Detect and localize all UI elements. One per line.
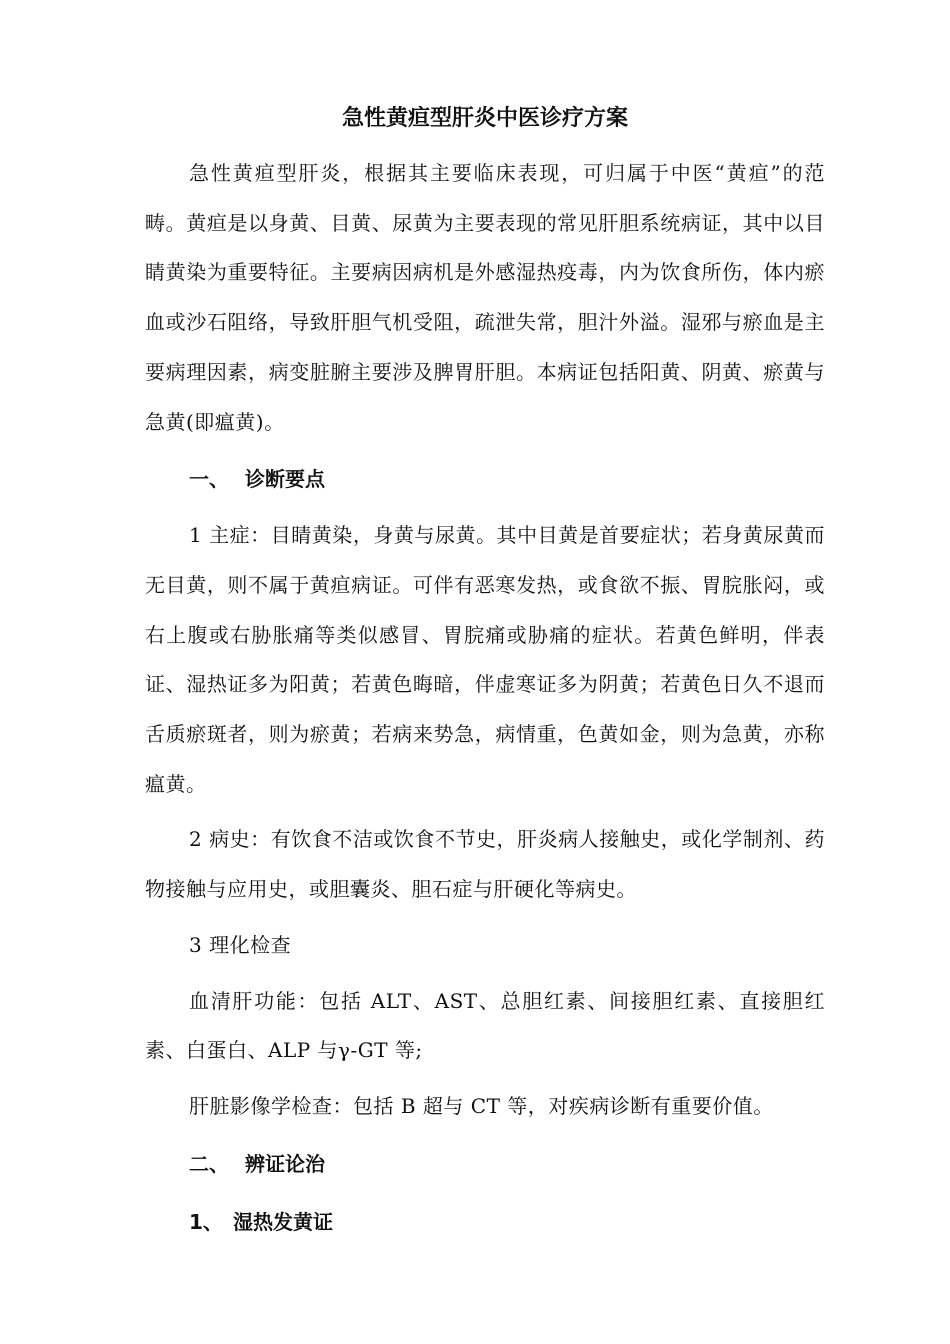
- history-paragraph: 2 病史：有饮食不洁或饮食不节史，肝炎病人接触史，或化学制剂、药物接触与应用史，或胆囊炎、胆石症与肝硬化等病史。: [145, 827, 825, 902]
- section-heading-diagnosis: [145, 453, 825, 505]
- main-symptoms-paragraph: 1 主症：目睛黄染，身黄与尿黄。其中目黄是首要症状；若身黄尿黄而无目黄，则不属于黄疸病证。可伴有恶寒发热，或食欲不振、胃脘胀闷，或右上腹或右胁胀痛等类似感冒、胃脘痛或胁痛的症状。若黄色鲜明，伴表证、湿热证多为阳黄；若黄色晦暗，伴虚寒证多为阴黄；若黄色日久不退而舌质瘀斑者，则为瘀黄；若病来势急，病情重，色黄如金，则为急黄，亦称瘟黄。: [145, 523, 825, 796]
- subsection-number: 1、: [189, 1209, 223, 1234]
- subsection-title: 湿热发黄证: [233, 1209, 333, 1234]
- section-heading-treatment: [145, 1138, 825, 1190]
- subsection-heading: [145, 1196, 825, 1248]
- liver-function-paragraph: 血清肝功能：包括 ALT、AST、总胆红素、间接胆红素、直接胆红素、白蛋白、ALP 与γ-GT 等;: [145, 988, 825, 1063]
- imaging-paragraph: 肝脏影像学检查：包括 B 超与 CT 等，对疾病诊断有重要价值。: [189, 1093, 774, 1118]
- section-title: 诊断要点: [245, 467, 325, 492]
- lab-tests-heading: 3 理化检查: [189, 932, 292, 957]
- document-body: [145, 97, 825, 1254]
- section-number: 二、: [189, 1151, 229, 1176]
- section-title: 辨证论治: [245, 1151, 325, 1176]
- intro-paragraph: 急性黄疸型肝炎，根据其主要临床表现，可归属于中医“黄疸”的范畴。黄疸是以身黄、目黄、尿黄为主要表现的常见肝胆系统病证，其中以目睛黄染为重要特征。主要病因病机是外感湿热疫毒，内为饮食所伤，体内瘀血或沙石阻络，导致肝胆气机受阻，疏泄失常，胆汁外溢。湿邪与瘀血是主要病理因素，病变脏腑主要涉及脾胃肝胆。本病证包括阳黄、阴黄、瘀黄与急黄(即瘟黄)。: [145, 161, 825, 434]
- section-number: 一、: [189, 467, 229, 492]
- document-title: 急性黄疸型肝炎中医诊疗方案: [341, 106, 628, 131]
